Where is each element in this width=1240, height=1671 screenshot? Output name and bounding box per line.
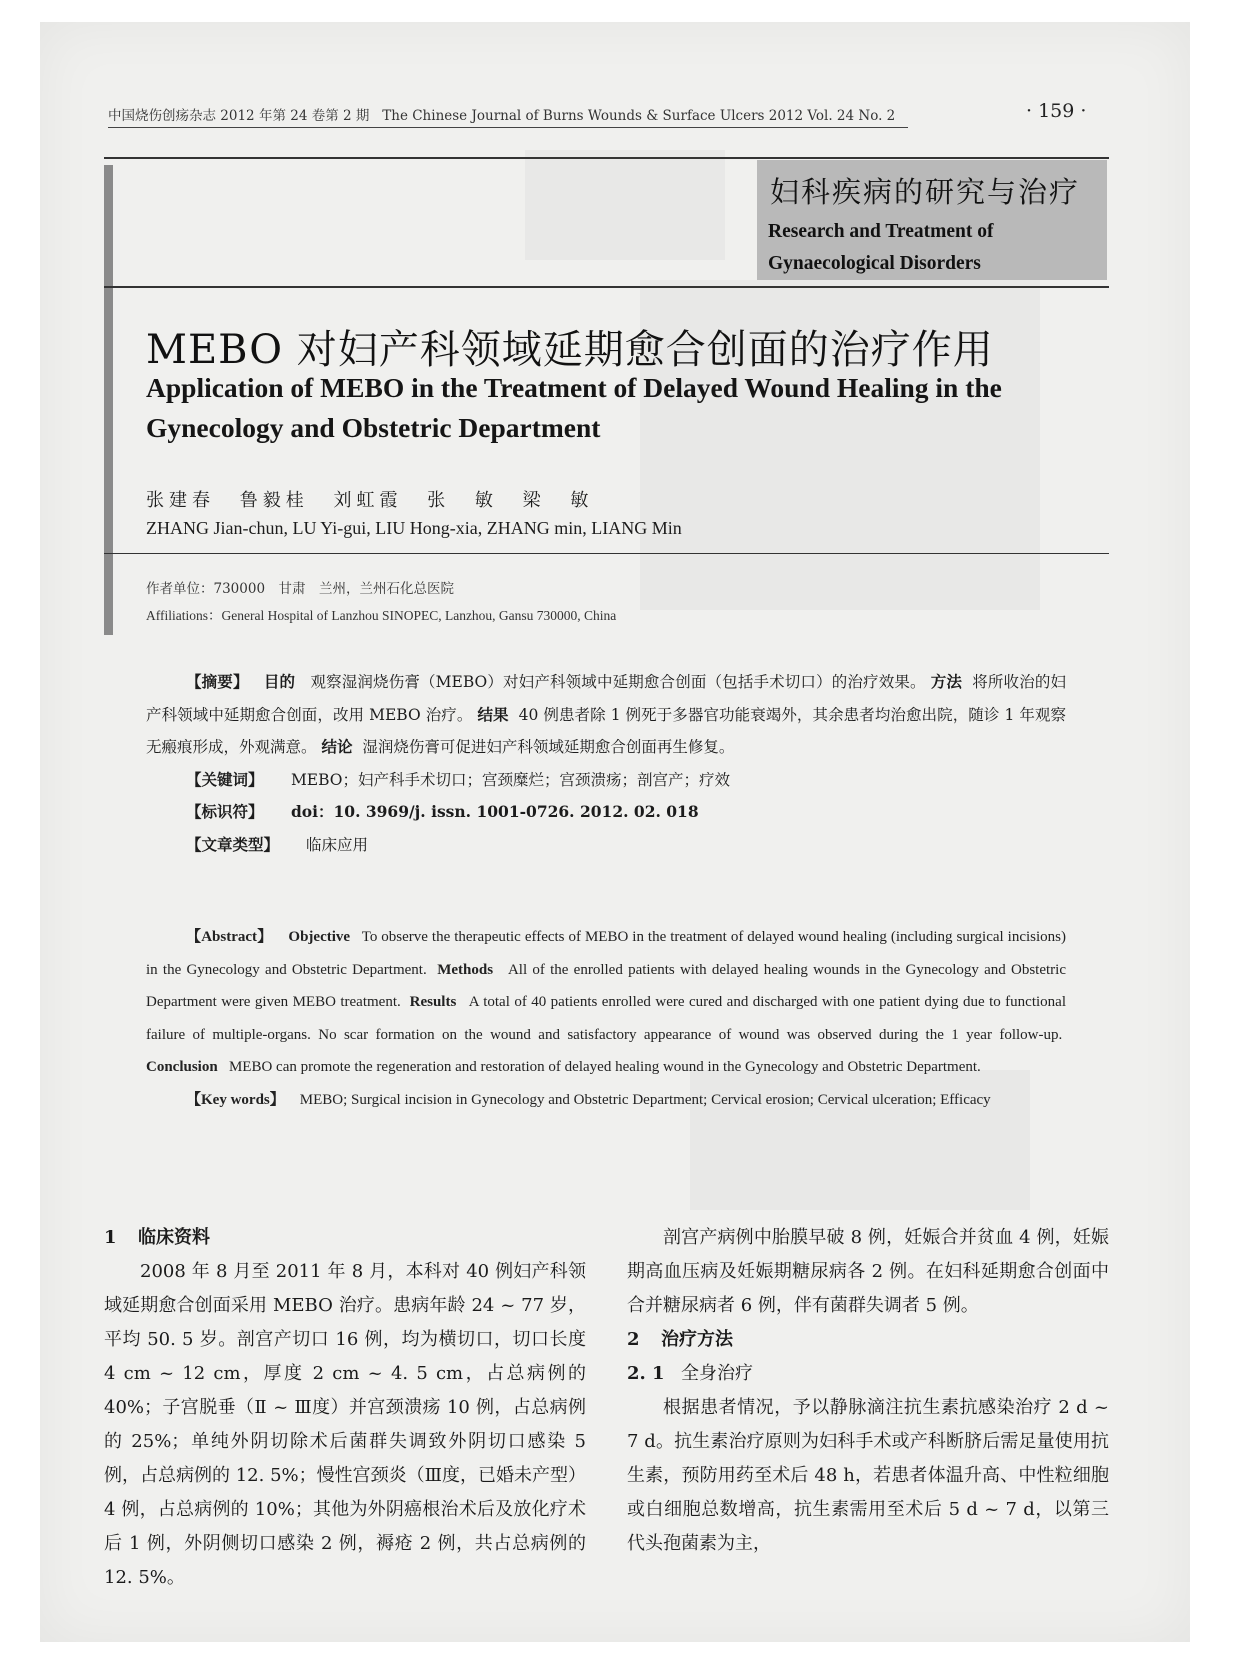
abstract-cn-label: 【摘要】 xyxy=(186,672,249,691)
right-paragraph-1: 剖宫产病例中胎膜早破 8 例，妊娠合并贫血 4 例，妊娠期高血压病及妊娠期糖尿病各 2 例。在妇科延期愈合创面中合并糖尿病者 6 例，伴有菌群失调者 5 例。 xyxy=(627,1227,1109,1316)
page-number: · 159 · xyxy=(1026,100,1087,122)
keywords-row-cn xyxy=(146,764,1066,797)
section-1-number: 1 xyxy=(104,1227,117,1248)
right-paragraph-2: 根据患者情况，予以静脉滴注抗生素抗感染治疗 2 d ~ 7 d。抗生素治疗原则为妇科手术或产科断脐后需足量使用抗生素，预防用药至术后 48 h，若患者体温升高、中性粒细胞或白细胞总数增高，抗生素需用至术后 5 d ~ 7 d，以第三代头孢菌素为主， xyxy=(627,1397,1109,1554)
abstract-en xyxy=(146,921,1066,1116)
column-title-en: Research and Treatment of Gynaecological Disorders xyxy=(768,221,994,274)
header-rule xyxy=(104,157,1109,159)
conclusion-label-cn: 结论 xyxy=(321,737,353,756)
authors-cn: 张建春 鲁毅桂 刘虹霞 张 敏 梁 敏 xyxy=(146,490,594,511)
section-2-1-title: 全身治疗 xyxy=(681,1363,753,1384)
margin-bar xyxy=(104,165,113,635)
article-type-text: 临床应用 xyxy=(305,835,368,854)
bleed-through-shadow xyxy=(525,150,725,260)
article-title-en: Application of MEBO in the Treatment of Delayed Wound Healing in the Gynecology and Obstetric Department xyxy=(146,372,1002,443)
results-text-cn: 40 例患者除 1 例死于多器官功能衰竭外，其余患者均治愈出院，随诊 1 年观察无瘢痕形成，外观满意。 xyxy=(146,705,1066,756)
identifier-row xyxy=(146,796,1066,829)
title-rule xyxy=(104,286,1109,288)
objective-text-cn: 观察湿润烧伤膏（MEBO）对妇产科领域中延期愈合创面（包括手术切口）的治疗效果。 xyxy=(310,673,926,691)
column-title-cn: 妇科疾病的研究与治疗 xyxy=(770,175,1081,209)
results-text-en: A total of 40 patients enrolled were cured and discharged with one patient dying due to functional failure of multiple-organs. No scar formation on the wound and satisfactory appearance of wound was observed during the 1 year follow-up. xyxy=(146,994,1066,1043)
journal-name-en: The Chinese Journal of Burns Wounds & Surface Ulcers 2012 Vol. 24 No. 2 xyxy=(382,108,896,124)
article-title-cn: MEBO 对妇产科领域延期愈合创面的治疗作用 xyxy=(146,327,994,373)
abstract-en-body xyxy=(146,921,1066,1084)
objective-text-en: To observe the therapeutic effects of MEBO in the treatment of delayed wound healing (including surgical incisions) in the Gynecology and Obstetric Department. xyxy=(146,929,1066,978)
running-head xyxy=(108,104,908,128)
section-2-number: 2 xyxy=(627,1329,640,1350)
keywords-text-en: MEBO; Surgical incision in Gynecology and Obstetric Department; Cervical erosion; Cervical ulceration; Efficacy xyxy=(299,1091,991,1108)
body-right-column xyxy=(627,1221,1109,1561)
methods-label-en: Methods xyxy=(437,961,494,978)
section-2-1-heading xyxy=(627,1357,1109,1391)
section-1-heading xyxy=(104,1221,586,1255)
abstract-cn xyxy=(146,666,1066,861)
identifier-label: 【标识符】 xyxy=(186,802,264,821)
doi-text: doi：10. 3969/j. issn. 1001-0726. 2012. 02. 018 xyxy=(290,802,699,821)
methods-text-en: All of the enrolled patients with delayed healing wounds in the Gynecology and Obstetric Department were given MEBO treatment. xyxy=(146,961,1066,1010)
keywords-row-en xyxy=(146,1084,1066,1117)
affiliation-cn: 作者单位：730000 甘肃 兰州，兰州石化总医院 xyxy=(146,581,455,597)
affiliation-en: Affiliations：General Hospital of Lanzhou SINOPEC, Lanzhou, Gansu 730000, China xyxy=(146,608,617,623)
article-type-row xyxy=(146,829,1066,862)
conclusion-text-en: MEBO can promote the regeneration and restoration of delayed healing wound in the Gynecology and Obstetric Department. xyxy=(228,1059,981,1075)
section-1-paragraph: 2008 年 8 月至 2011 年 8 月，本科对 40 例妇产科领域延期愈合创面采用 MEBO 治疗。患病年龄 24 ~ 77 岁，平均 50. 5 岁。剖宫产切口 16 例，均为横切口，切口长度 4 cm ~ 12 cm，厚度 2 cm ~ 4. 5 cm，占总病例的 40%；子宫脱垂（Ⅱ ~ Ⅲ度）并宫颈溃疡 10 例，占总病例的 25%；单纯外阴切除术后菌群失调致外阴切口感染 5 例，占总病例的 12. 5%；慢性宫颈炎（Ⅲ度，已婚未产型）4 例，占总病例的 10%；其他为外阴癌根治术后及放化疗术后 1 例，外阴侧切口感染 2 例，褥疮 2 例，共占总病例的 12. 5%。 xyxy=(104,1261,586,1588)
keywords-label-en: 【Key words】 xyxy=(186,1091,285,1108)
section-2-1-number: 2. 1 xyxy=(627,1363,665,1384)
abstract-cn-body xyxy=(146,666,1066,764)
article-type-label: 【文章类型】 xyxy=(186,834,280,854)
body-left-column xyxy=(104,1221,586,1595)
section-2-title: 治疗方法 xyxy=(661,1329,733,1350)
keywords-label-cn: 【关键词】 xyxy=(186,769,264,789)
results-label-en: Results xyxy=(409,994,457,1010)
results-label-cn: 结果 xyxy=(477,704,509,724)
section-1-title: 临床资料 xyxy=(138,1227,210,1248)
abstract-en-label: 【Abstract】 xyxy=(186,929,273,945)
author-rule xyxy=(104,553,1109,554)
objective-label-cn: 目的 xyxy=(263,672,296,691)
methods-text-cn: 将所收治的妇产科领域中延期愈合创面，改用 MEBO 治疗。 xyxy=(146,673,1066,724)
conclusion-text-cn: 湿润烧伤膏可促进妇产科领域延期愈合创面再生修复。 xyxy=(362,738,735,756)
keywords-text-cn: MEBO；妇产科手术切口；宫颈糜烂；宫颈溃疡；剖宫产；疗效 xyxy=(290,770,731,789)
section-2-heading xyxy=(627,1323,1109,1357)
authors-en: ZHANG Jian-chun, LU Yi-gui, LIU Hong-xia, ZHANG min, LIANG Min xyxy=(146,518,682,538)
journal-name-cn: 中国烧伤创疡杂志 2012 年第 24 卷第 2 期 xyxy=(108,108,370,124)
objective-label-en: Objective xyxy=(288,929,351,945)
methods-label-cn: 方法 xyxy=(930,672,963,691)
conclusion-label-en: Conclusion xyxy=(146,1059,218,1075)
